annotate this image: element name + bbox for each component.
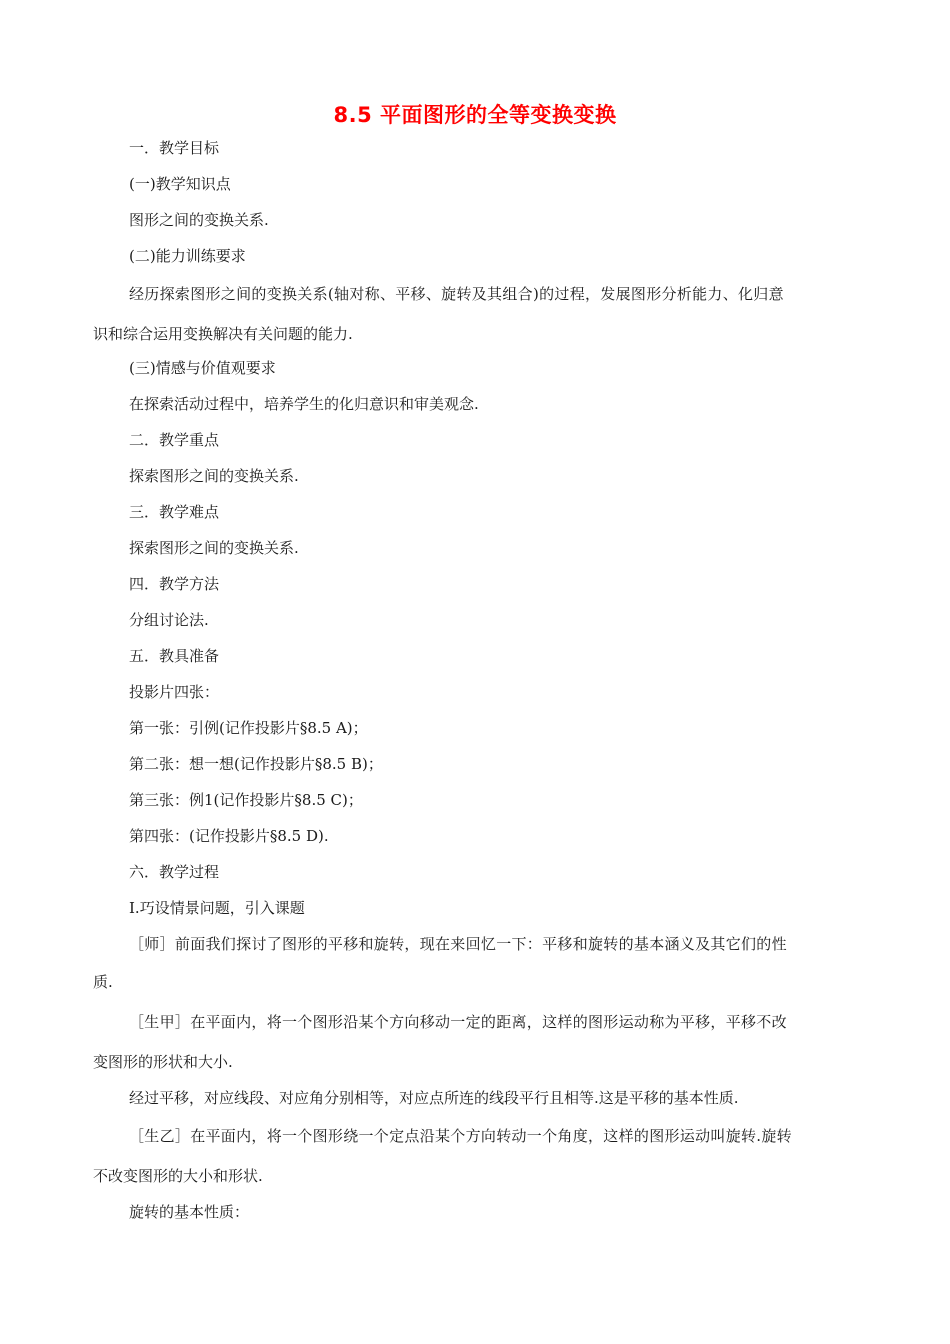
paragraph-line: 质.: [93, 973, 113, 991]
paragraph-line: ［生乙］在平面内，将一个图形绕一个定点沿某个方向转动一个角度，这样的图形运动叫旋转.旋转: [129, 1127, 792, 1145]
paragraph: 投影片四张：: [129, 683, 220, 701]
subheading-values: (三)情感与价值观要求: [129, 359, 276, 377]
section-heading-difficulties: 三．教学难点: [129, 503, 220, 521]
paragraph: 探索图形之间的变换关系.: [129, 467, 299, 485]
list-item: 第三张：例1(记作投影片§8.5 C)；: [129, 791, 363, 809]
subheading-ability: (二)能力训练要求: [129, 247, 246, 265]
paragraph-line: 不改变图形的大小和形状.: [93, 1167, 263, 1185]
section-heading-methods: 四．教学方法: [129, 575, 220, 593]
paragraph-line: ［师］前面我们探讨了图形的平移和旋转，现在来回忆一下：平移和旋转的基本涵义及其它们的性: [129, 935, 787, 953]
paragraph: 图形之间的变换关系.: [129, 211, 269, 229]
paragraph: 探索图形之间的变换关系.: [129, 539, 299, 557]
paragraph: 经过平移，对应线段、对应角分别相等，对应点所连的线段平行且相等.这是平移的基本性质.: [129, 1089, 739, 1107]
subheading-intro: Ⅰ.巧设情景问题，引入课题: [129, 899, 305, 917]
paragraph: 在探索活动过程中，培养学生的化归意识和审美观念.: [129, 395, 479, 413]
paragraph: 旋转的基本性质：: [129, 1203, 250, 1221]
paragraph-line: 识和综合运用变换解决有关问题的能力.: [93, 325, 353, 343]
paragraph-line: ［生甲］在平面内，将一个图形沿某个方向移动一定的距离，这样的图形运动称为平移，平移不改: [129, 1013, 787, 1031]
list-item: 第二张：想一想(记作投影片§8.5 B)；: [129, 755, 383, 773]
section-heading-materials: 五．教具准备: [129, 647, 220, 665]
subheading-knowledge: (一)教学知识点: [129, 175, 231, 193]
document-title: 8.5 平面图形的全等变换变换: [333, 103, 617, 127]
paragraph-line: 经历探索图形之间的变换关系(轴对称、平移、旋转及其组合)的过程，发展图形分析能力、化归意: [129, 285, 784, 303]
list-item: 第一张：引例(记作投影片§8.5 A)；: [129, 719, 368, 737]
list-item: 第四张：(记作投影片§8.5 D).: [129, 827, 329, 845]
paragraph: 分组讨论法.: [129, 611, 209, 629]
paragraph-line: 变图形的形状和大小.: [93, 1053, 233, 1071]
section-heading-process: 六．教学过程: [129, 863, 220, 881]
section-heading-objectives: 一．教学目标: [129, 139, 220, 157]
section-heading-key-points: 二．教学重点: [129, 431, 220, 449]
